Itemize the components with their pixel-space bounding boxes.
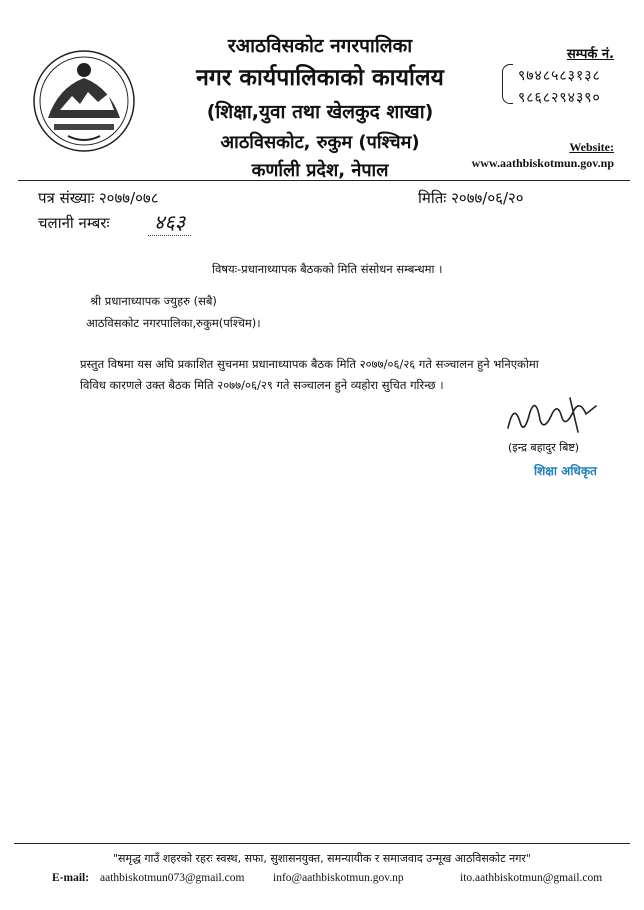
chalani-number: ४६३ — [148, 208, 191, 236]
patra-sankhya: पत्र संख्याः २०७७/०७८ — [38, 189, 159, 207]
nepal-emblem-icon — [28, 48, 140, 154]
phone-brace — [502, 64, 513, 104]
header-divider — [18, 180, 630, 181]
location-line: आठविसकोट, रुकुम (पश्चिम) — [220, 132, 420, 153]
website-label: Website: — [569, 140, 614, 154]
chalani-label: चलानी नम्बरः — [38, 214, 110, 232]
email-link[interactable]: ito.aathbiskotmun@gmail.com — [460, 872, 603, 884]
recipient-address: आठविसकोट नगरपालिका,रुकुम(पश्चिम)। — [86, 316, 261, 330]
signature-icon — [500, 392, 610, 440]
phone-number: ९८६८२९४३९० — [518, 90, 601, 106]
recipient-line: श्री प्रधानाध्यापक ज्युहरु (सबै) — [90, 294, 217, 308]
footer-divider — [14, 843, 630, 844]
website-link[interactable]: www.aathbiskotmun.gov.np — [471, 156, 614, 170]
branch-name: (शिक्षा,युवा तथा खेलकुद शाखा) — [206, 101, 434, 123]
email-link[interactable]: info@aathbiskotmun.gov.np — [273, 872, 404, 884]
contact-label: सम्पर्क नं. — [567, 47, 614, 62]
letter-date: मितिः २०७७/०६/२० — [418, 189, 524, 207]
province-line: कर्णाली प्रदेश, नेपाल — [251, 160, 389, 181]
body-paragraph-line: विविध कारणले उक्त बैठक मिति २०७७/०६/२९ गते सञ्चालन हुने व्यहोरा सुचित गरिन्छ । — [80, 378, 444, 392]
designation-stamp: शिक्षा अधिकृत — [534, 464, 597, 478]
signatory-name: (इन्द्र बहादुर बिष्ट) — [508, 441, 580, 454]
body-paragraph-line: प्रस्तुत विषमा यस अघि प्रकाशित सुचनमा प्रधानाध्यापक बैठक मिति २०७७/०६/२६ गते सञ्चालन हुने भनिएकोमा — [80, 357, 539, 371]
phone-number: ९७४८५८३१३८ — [518, 68, 601, 84]
municipality-name: रआठविसकोट नगरपालिका — [227, 35, 413, 57]
email-label: E-mail: — [52, 872, 90, 884]
subject-line: विषयः-प्रधानाध्यापक बैठकको मिति संसोधन सम्बन्धमा । — [212, 262, 443, 276]
footer-motto: "समृद्ध गाउँ शहरको रहरः स्वस्थ, सफा, सुशासनयुक्त, समन्यायीक र समाजवाद उन्मूख आठविसकोट नगर" — [113, 852, 531, 865]
email-link[interactable]: aathbiskotmun073@gmail.com — [100, 872, 245, 884]
office-name: नगर कार्यपालिकाको कार्यालय — [196, 65, 444, 91]
